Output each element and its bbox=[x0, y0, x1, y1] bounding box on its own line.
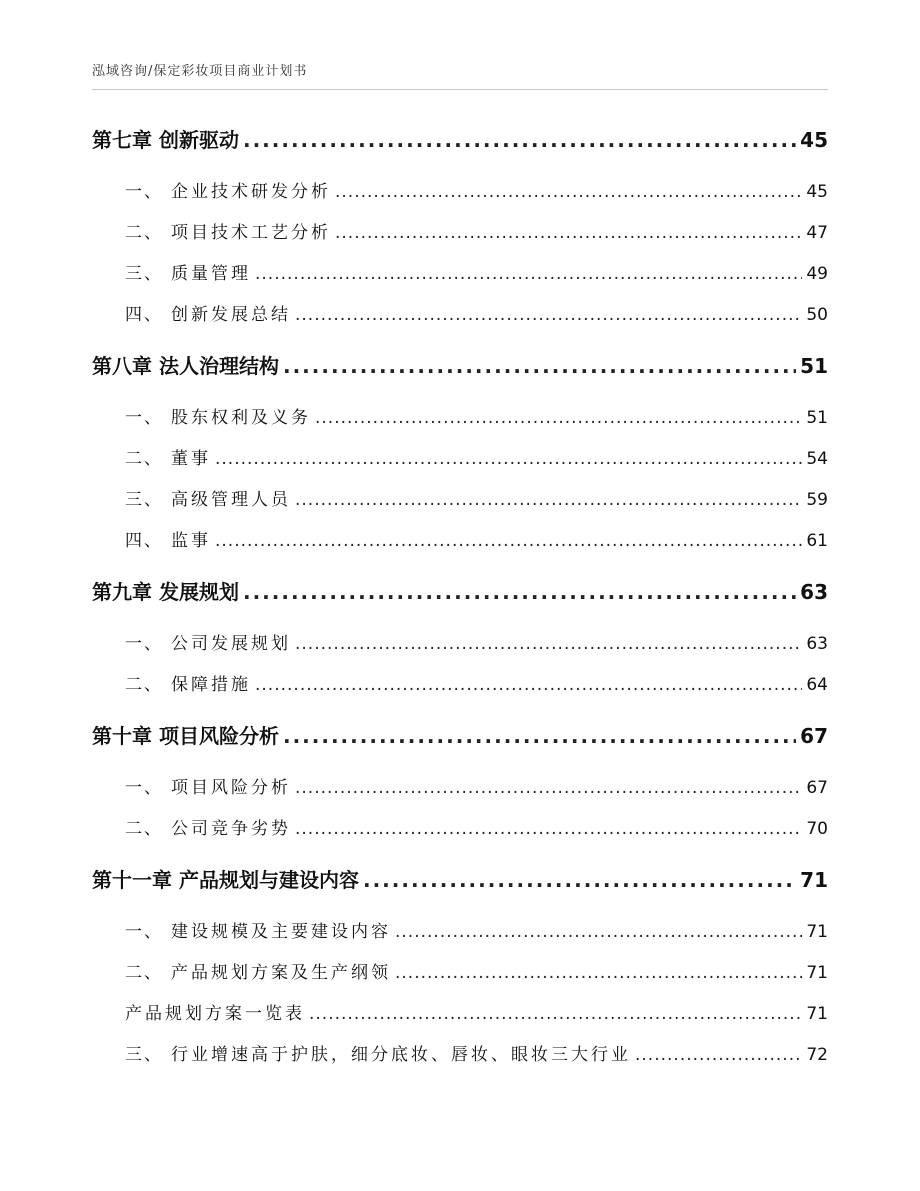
toc-title: 保障措施 bbox=[171, 675, 251, 695]
toc-page-number: 51 bbox=[800, 354, 828, 378]
toc-section-number: 三、 bbox=[125, 490, 163, 510]
toc-title: 高级管理人员 bbox=[171, 490, 291, 510]
toc-title: 公司发展规划 bbox=[171, 634, 291, 654]
toc-section[interactable] bbox=[125, 259, 828, 284]
toc-leader-dots bbox=[395, 922, 802, 942]
toc-section[interactable] bbox=[125, 814, 828, 839]
toc-title: 企业技术研发分析 bbox=[171, 182, 331, 202]
toc-section-number: 四、 bbox=[125, 531, 163, 551]
toc-page-number: 50 bbox=[806, 305, 828, 325]
toc-leader-dots bbox=[215, 449, 802, 469]
toc-chapter-7[interactable] bbox=[92, 124, 828, 153]
toc-page-number: 63 bbox=[806, 634, 828, 654]
toc-title: 公司竞争劣势 bbox=[171, 819, 291, 839]
toc-leader-dots bbox=[283, 354, 796, 378]
toc-page-number: 67 bbox=[806, 778, 828, 798]
toc-chapter-11[interactable] bbox=[92, 864, 828, 893]
toc-section-number: 一、 bbox=[125, 778, 163, 798]
toc-leader-dots bbox=[255, 675, 802, 695]
toc-page-number: 45 bbox=[806, 182, 828, 202]
toc-leader-dots bbox=[335, 182, 802, 202]
toc-page-number: 71 bbox=[806, 1004, 828, 1024]
toc-section[interactable] bbox=[125, 629, 828, 654]
toc-section[interactable] bbox=[125, 670, 828, 695]
toc-page-number: 45 bbox=[800, 128, 828, 152]
toc-title: 产品规划方案及生产纲领 bbox=[171, 963, 391, 983]
toc-page-number: 47 bbox=[806, 223, 828, 243]
toc-title: 第十章 项目风险分析 bbox=[92, 724, 279, 748]
toc-page-number: 51 bbox=[806, 408, 828, 428]
toc-section-number: 一、 bbox=[125, 408, 163, 428]
toc-title: 项目风险分析 bbox=[171, 778, 291, 798]
toc-section-number: 二、 bbox=[125, 223, 163, 243]
toc-title: 第七章 创新驱动 bbox=[92, 128, 239, 152]
toc-section[interactable] bbox=[125, 177, 828, 202]
toc-section-number: 一、 bbox=[125, 182, 163, 202]
toc-section-number: 一、 bbox=[125, 634, 163, 654]
toc-chapter-9[interactable] bbox=[92, 576, 828, 605]
toc-section-number: 四、 bbox=[125, 305, 163, 325]
toc-leader-dots bbox=[295, 819, 802, 839]
toc-leader-dots bbox=[295, 634, 802, 654]
toc-page-number: 70 bbox=[806, 819, 828, 839]
toc-section-number: 三、 bbox=[125, 1045, 163, 1065]
page-header: 泓域咨询/保定彩妆项目商业计划书 bbox=[92, 60, 828, 90]
toc-leader-dots bbox=[243, 580, 796, 604]
toc-section[interactable] bbox=[125, 403, 828, 428]
toc-section-number: 二、 bbox=[125, 675, 163, 695]
toc-section-number: 二、 bbox=[125, 963, 163, 983]
toc-chapter-8[interactable] bbox=[92, 350, 828, 379]
toc-page-number: 54 bbox=[806, 449, 828, 469]
toc-leader-dots bbox=[309, 1004, 802, 1024]
toc-chapter-10[interactable] bbox=[92, 720, 828, 749]
toc-page-number: 63 bbox=[800, 580, 828, 604]
toc-title: 监事 bbox=[171, 531, 211, 551]
toc-title: 产品规划方案一览表 bbox=[125, 1004, 305, 1024]
toc-title: 第九章 发展规划 bbox=[92, 580, 239, 604]
toc-section[interactable] bbox=[125, 218, 828, 243]
toc-leader-dots bbox=[255, 264, 802, 284]
toc-title: 第十一章 产品规划与建设内容 bbox=[92, 868, 359, 892]
toc-leader-dots bbox=[215, 531, 802, 551]
toc-leader-dots bbox=[335, 223, 802, 243]
toc-title: 建设规模及主要建设内容 bbox=[171, 922, 391, 942]
toc-leader-dots bbox=[635, 1045, 802, 1065]
toc-page-number: 67 bbox=[800, 724, 828, 748]
toc-section[interactable] bbox=[125, 485, 828, 510]
toc-leader-dots bbox=[295, 490, 802, 510]
toc-section-number: 二、 bbox=[125, 449, 163, 469]
toc-leader-dots bbox=[315, 408, 802, 428]
toc-section[interactable] bbox=[125, 773, 828, 798]
toc-section[interactable] bbox=[125, 444, 828, 469]
toc-page-number: 71 bbox=[806, 963, 828, 983]
toc-title: 创新发展总结 bbox=[171, 305, 291, 325]
toc-page-number: 71 bbox=[806, 922, 828, 942]
toc-leader-dots bbox=[395, 963, 802, 983]
toc-leader-dots bbox=[295, 778, 802, 798]
toc-page-number: 71 bbox=[800, 868, 828, 892]
toc-section-number: 三、 bbox=[125, 264, 163, 284]
toc-page-number: 49 bbox=[806, 264, 828, 284]
toc-section-number: 二、 bbox=[125, 819, 163, 839]
toc-section-number: 一、 bbox=[125, 922, 163, 942]
toc-title: 项目技术工艺分析 bbox=[171, 223, 331, 243]
toc-title: 行业增速高于护肤，细分底妆、唇妆、眼妆三大行业 bbox=[171, 1045, 631, 1065]
toc-table-entry[interactable] bbox=[125, 999, 828, 1024]
toc-title: 股东权利及义务 bbox=[171, 408, 311, 428]
toc-title: 质量管理 bbox=[171, 264, 251, 284]
toc-section[interactable] bbox=[125, 917, 828, 942]
toc-section[interactable] bbox=[125, 526, 828, 551]
toc-page-number: 72 bbox=[806, 1045, 828, 1065]
toc-leader-dots bbox=[295, 305, 802, 325]
toc-title: 第八章 法人治理结构 bbox=[92, 354, 279, 378]
toc-leader-dots bbox=[243, 128, 796, 152]
toc-leader-dots bbox=[283, 724, 796, 748]
toc-page-number: 61 bbox=[806, 531, 828, 551]
toc-leader-dots bbox=[363, 868, 796, 892]
toc-section[interactable] bbox=[125, 958, 828, 983]
toc-section[interactable] bbox=[125, 300, 828, 325]
toc-page-number: 59 bbox=[806, 490, 828, 510]
toc-page-number: 64 bbox=[806, 675, 828, 695]
toc-section[interactable] bbox=[125, 1040, 828, 1065]
toc-title: 董事 bbox=[171, 449, 211, 469]
